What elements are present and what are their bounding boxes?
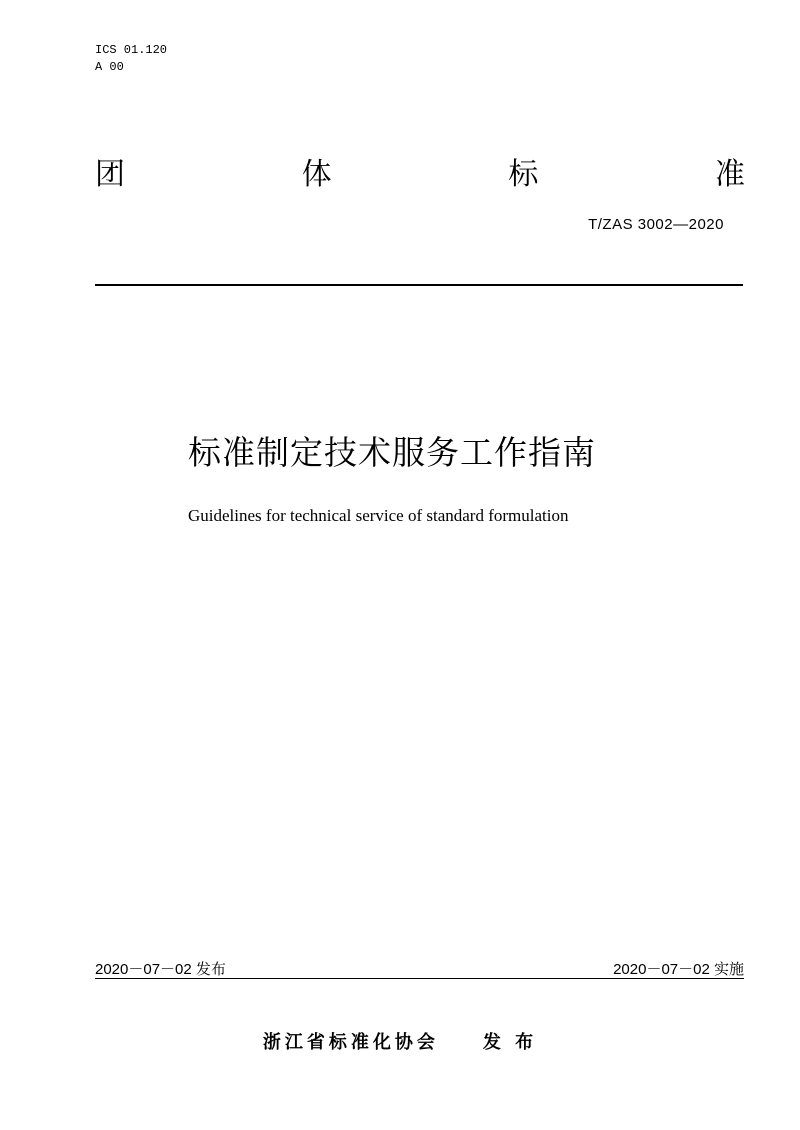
standard-type-char: 标 bbox=[508, 157, 539, 192]
header-divider bbox=[95, 284, 743, 286]
publisher-organization: 浙江省标准化协会 bbox=[262, 1032, 439, 1053]
implementation-date: 2020－07－02 实施 bbox=[613, 961, 744, 978]
issue-date: 2020－07－02 发布 bbox=[95, 961, 226, 978]
publish-label: 发 布 bbox=[482, 1032, 538, 1053]
classification-codes bbox=[95, 42, 167, 76]
ccs-code: A 00 bbox=[95, 60, 124, 74]
standard-type-char: 团 bbox=[95, 157, 125, 192]
standard-type-char: 准 bbox=[714, 157, 745, 192]
document-title-english: Guidelines for technical service of standard formulation bbox=[188, 506, 569, 525]
document-title-chinese: 标准制定技术服务工作指南 bbox=[188, 433, 596, 472]
footer-divider bbox=[95, 978, 744, 979]
publisher-line bbox=[0, 1028, 800, 1054]
ics-code: ICS 01.120 bbox=[95, 43, 168, 57]
date-row bbox=[95, 958, 744, 980]
standard-number: T/ZAS 3002—2020 bbox=[588, 216, 724, 233]
standard-type-char: 体 bbox=[301, 157, 332, 192]
standard-type-heading bbox=[95, 155, 745, 195]
